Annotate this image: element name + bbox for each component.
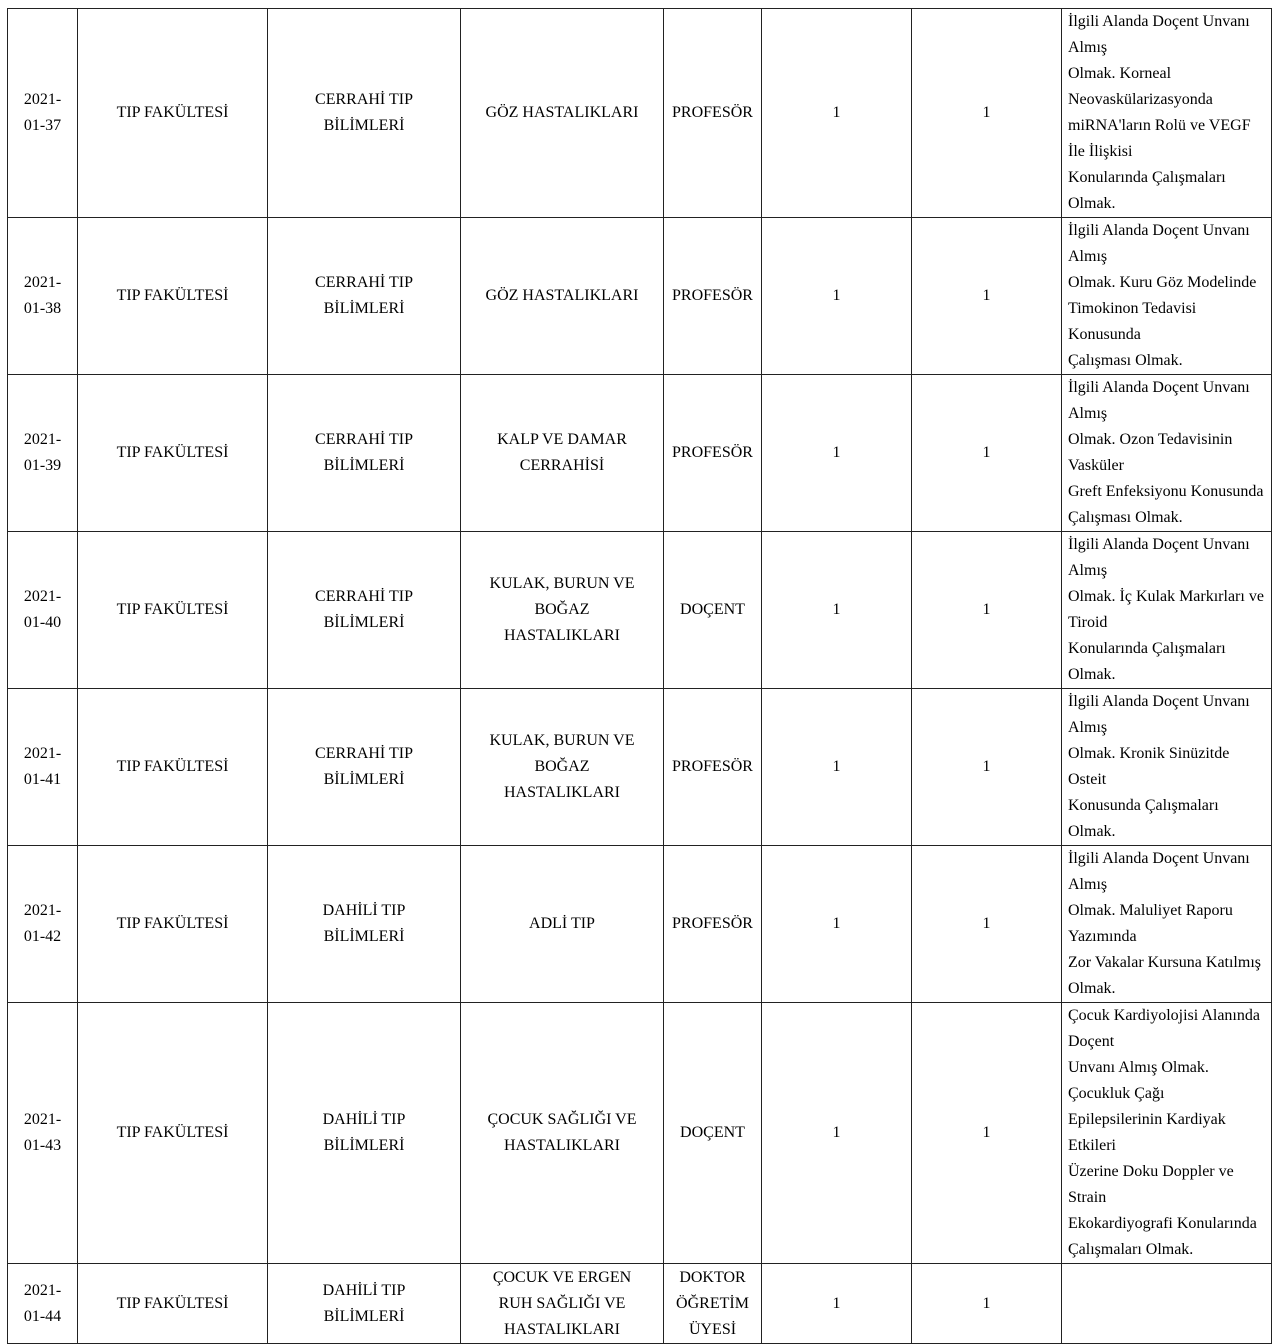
position-number-cell	[8, 9, 78, 218]
discipline-line: GÖZ HASTALIKLARI	[485, 104, 639, 121]
department-line: BİLİMLERİ	[323, 1307, 405, 1325]
academic-title-line: PROFESÖR	[672, 444, 753, 461]
department-line: BİLİMLERİ	[323, 1137, 405, 1154]
requirements-line: Konusunda Çalışmaları Olmak.	[1068, 797, 1219, 840]
staff-count-text: 1	[832, 1124, 841, 1141]
discipline-line: ÇOCUK VE ERGEN	[492, 1268, 632, 1286]
faculty-text: TIP FAKÜLTESİ	[116, 104, 229, 121]
position-number-cell	[8, 1003, 78, 1264]
degree-text: 1	[982, 287, 991, 304]
discipline-cell	[461, 218, 664, 375]
requirements-line: Olmak. Kuru Göz Modelinde	[1068, 274, 1257, 291]
requirements-line: Konularında Çalışmaları Olmak.	[1068, 640, 1226, 683]
requirements-cell	[1062, 846, 1272, 1003]
degree-cell	[912, 1264, 1062, 1344]
discipline-line: BOĞAZ	[534, 758, 590, 775]
requirements-line: İlgili Alanda Doçent Unvanı Almış	[1068, 850, 1250, 893]
requirements-line: İlgili Alanda Doçent Unvanı Almış	[1068, 222, 1250, 265]
department-cell	[268, 375, 461, 532]
requirements-line: Olmak. İç Kulak Markırları ve Tiroid	[1068, 588, 1264, 631]
requirements-line: Konularında Çalışmaları Olmak.	[1068, 169, 1226, 212]
requirements-line: İlgili Alanda Doçent Unvanı Almış	[1068, 536, 1250, 579]
table-row	[8, 1003, 1272, 1264]
requirements-line: Timokinon Tedavisi Konusunda	[1068, 300, 1197, 343]
table-body	[8, 9, 1272, 1344]
staff-count-cell	[762, 375, 912, 532]
department-line: BİLİMLERİ	[323, 614, 405, 631]
degree-text: 1	[982, 444, 991, 461]
table-row	[8, 375, 1272, 532]
degree-text: 1	[982, 1294, 991, 1312]
discipline-line: ÇOCUK SAĞLIĞI VE	[487, 1111, 637, 1128]
staff-count-cell	[762, 218, 912, 375]
degree-text: 1	[982, 758, 991, 775]
staff-count-text: 1	[832, 601, 841, 618]
position-number-line: 01-44	[23, 1307, 62, 1325]
staff-count-text: 1	[832, 444, 841, 461]
staff-count-text: 1	[832, 915, 841, 932]
academic-title-cell	[664, 1264, 762, 1344]
table-row	[8, 846, 1272, 1003]
requirements-line: Zor Vakalar Kursuna Katılmış Olmak.	[1068, 954, 1261, 997]
degree-text: 1	[982, 1124, 991, 1141]
degree-cell	[912, 375, 1062, 532]
degree-text: 1	[982, 915, 991, 932]
requirements-cell	[1062, 689, 1272, 846]
position-number-line: 01-40	[23, 614, 62, 631]
discipline-cell	[461, 375, 664, 532]
table-row	[8, 689, 1272, 846]
requirements-line: Ekokardiyografi Konularında	[1068, 1215, 1257, 1232]
department-line: DAHİLİ TIP	[322, 1111, 406, 1128]
requirements-line: Olmak. Kronik Sinüzitde Osteit	[1068, 745, 1230, 788]
faculty-cell	[78, 689, 268, 846]
department-cell	[268, 689, 461, 846]
faculty-text: TIP FAKÜLTESİ	[116, 601, 229, 618]
requirements-line: Olmak. Ozon Tedavisinin Vasküler	[1068, 431, 1233, 474]
staff-count-text: 1	[832, 104, 841, 121]
academic-title-cell	[664, 1003, 762, 1264]
requirements-cell	[1062, 218, 1272, 375]
requirements-line: İlgili Alanda Doçent Unvanı Almış	[1068, 379, 1250, 422]
faculty-text: TIP FAKÜLTESİ	[116, 287, 229, 304]
faculty-cell	[78, 375, 268, 532]
faculty-text: TIP FAKÜLTESİ	[116, 915, 229, 932]
department-cell	[268, 1264, 461, 1344]
degree-text: 1	[982, 104, 991, 121]
degree-cell	[912, 532, 1062, 689]
department-cell	[268, 532, 461, 689]
discipline-line: BOĞAZ	[534, 601, 590, 618]
department-line: DAHİLİ TIP	[322, 902, 406, 919]
discipline-cell	[461, 1264, 664, 1344]
table-row	[8, 9, 1272, 218]
requirements-cell	[1062, 532, 1272, 689]
requirements-line: Greft Enfeksiyonu Konusunda	[1068, 483, 1264, 500]
discipline-line: KULAK, BURUN VE	[489, 575, 635, 592]
discipline-line: HASTALIKLARI	[503, 627, 621, 644]
position-number-cell	[8, 375, 78, 532]
faculty-cell	[78, 846, 268, 1003]
staff-count-cell	[762, 532, 912, 689]
position-number-cell	[8, 532, 78, 689]
department-line: CERRAHİ TIP	[315, 91, 413, 108]
position-number-line: 2021-	[23, 274, 62, 291]
requirements-line: Çocuk Kardiyolojisi Alanında Doçent	[1068, 1007, 1260, 1050]
position-number-cell	[8, 689, 78, 846]
department-cell	[268, 218, 461, 375]
academic-title-line: DOÇENT	[680, 601, 745, 618]
department-line: DAHİLİ TIP	[322, 1281, 406, 1299]
requirements-line: Epilepsilerinin Kardiyak Etkileri	[1068, 1111, 1226, 1154]
staff-count-cell	[762, 846, 912, 1003]
department-line: BİLİMLERİ	[323, 928, 405, 945]
faculty-cell	[78, 1003, 268, 1264]
position-number-cell	[8, 1264, 78, 1344]
position-number-line: 2021-	[23, 745, 62, 762]
discipline-cell	[461, 689, 664, 846]
discipline-line: RUH SAĞLIĞI VE	[498, 1294, 626, 1312]
requirements-line: Çalışması Olmak.	[1068, 352, 1183, 369]
faculty-text: TIP FAKÜLTESİ	[116, 758, 229, 775]
department-line: BİLİMLERİ	[323, 117, 405, 134]
position-number-line: 2021-	[23, 1281, 62, 1299]
position-number-line: 2021-	[23, 431, 62, 448]
staff-count-text: 1	[832, 758, 841, 775]
academic-title-cell	[664, 9, 762, 218]
requirements-cell	[1062, 9, 1272, 218]
faculty-text: TIP FAKÜLTESİ	[116, 1294, 229, 1312]
department-line: BİLİMLERİ	[323, 300, 405, 317]
requirements-line: Çalışmaları Olmak.	[1068, 1241, 1194, 1258]
faculty-cell	[78, 9, 268, 218]
academic-title-line: PROFESÖR	[672, 915, 753, 932]
faculty-cell	[78, 218, 268, 375]
table-row	[8, 532, 1272, 689]
degree-cell	[912, 846, 1062, 1003]
discipline-cell	[461, 846, 664, 1003]
staff-count-cell	[762, 9, 912, 218]
department-line: BİLİMLERİ	[323, 771, 405, 788]
academic-title-line: ÜYESİ	[688, 1320, 737, 1338]
position-number-line: 2021-	[23, 91, 62, 108]
position-number-line: 01-41	[23, 771, 62, 788]
requirements-line: Olmak. Korneal Neovaskülarizasyonda	[1068, 65, 1213, 108]
position-number-line: 2021-	[23, 902, 62, 919]
requirements-line: İlgili Alanda Doçent Unvanı Almış	[1068, 13, 1250, 56]
academic-title-cell	[664, 532, 762, 689]
discipline-cell	[461, 9, 664, 218]
academic-title-line: PROFESÖR	[672, 287, 753, 304]
discipline-line: ADLİ TIP	[529, 915, 595, 932]
department-line: CERRAHİ TIP	[315, 274, 413, 291]
position-number-line: 01-43	[23, 1137, 62, 1154]
position-number-line: 01-39	[23, 457, 62, 474]
faculty-text: TIP FAKÜLTESİ	[116, 444, 229, 461]
academic-title-line: ÖĞRETİM	[676, 1294, 749, 1312]
degree-text: 1	[982, 601, 991, 618]
position-number-line: 2021-	[23, 588, 62, 605]
position-number-cell	[8, 218, 78, 375]
discipline-line: CERRAHİSİ	[519, 457, 605, 474]
academic-title-line: PROFESÖR	[672, 758, 753, 775]
discipline-line: KALP VE DAMAR	[497, 431, 627, 448]
discipline-cell	[461, 1003, 664, 1264]
academic-title-line: DOKTOR	[679, 1268, 746, 1286]
faculty-cell	[78, 532, 268, 689]
department-line: CERRAHİ TIP	[315, 745, 413, 762]
department-line: CERRAHİ TIP	[315, 431, 413, 448]
requirements-line: Çalışması Olmak.	[1068, 509, 1183, 526]
requirements-cell	[1062, 375, 1272, 532]
academic-positions-table	[7, 8, 1272, 1344]
department-line: CERRAHİ TIP	[315, 588, 413, 605]
academic-title-line: PROFESÖR	[672, 104, 753, 121]
staff-count-cell	[762, 1003, 912, 1264]
discipline-line: HASTALIKLARI	[503, 1320, 621, 1338]
staff-count-cell	[762, 1264, 912, 1344]
position-number-line: 01-37	[23, 117, 62, 134]
discipline-cell	[461, 532, 664, 689]
degree-cell	[912, 1003, 1062, 1264]
academic-title-cell	[664, 375, 762, 532]
academic-title-line: DOÇENT	[680, 1124, 745, 1141]
department-cell	[268, 1003, 461, 1264]
degree-cell	[912, 689, 1062, 846]
requirements-cell	[1062, 1264, 1272, 1344]
department-line: BİLİMLERİ	[323, 457, 405, 474]
position-number-line: 2021-	[23, 1111, 62, 1128]
requirements-line: Unvanı Almış Olmak. Çocukluk Çağı	[1068, 1059, 1209, 1102]
faculty-text: TIP FAKÜLTESİ	[116, 1124, 229, 1141]
department-cell	[268, 846, 461, 1003]
position-number-line: 01-38	[23, 300, 62, 317]
position-number-line: 01-42	[23, 928, 62, 945]
academic-title-cell	[664, 218, 762, 375]
requirements-cell	[1062, 1003, 1272, 1264]
degree-cell	[912, 218, 1062, 375]
requirements-line: Olmak. Maluliyet Raporu Yazımında	[1068, 902, 1233, 945]
discipline-line: HASTALIKLARI	[503, 1137, 621, 1154]
academic-title-cell	[664, 846, 762, 1003]
academic-title-cell	[664, 689, 762, 846]
discipline-line: HASTALIKLARI	[503, 784, 621, 801]
discipline-line: GÖZ HASTALIKLARI	[485, 287, 639, 304]
requirements-line: Üzerine Doku Doppler ve Strain	[1068, 1163, 1234, 1206]
requirements-line: miRNA'ların Rolü ve VEGF İle İlişkisi	[1068, 117, 1251, 160]
staff-count-text: 1	[832, 1294, 841, 1312]
faculty-cell	[78, 1264, 268, 1344]
table-row	[8, 218, 1272, 375]
degree-cell	[912, 9, 1062, 218]
staff-count-cell	[762, 689, 912, 846]
discipline-line: KULAK, BURUN VE	[489, 732, 635, 749]
staff-count-text: 1	[832, 287, 841, 304]
requirements-line: İlgili Alanda Doçent Unvanı Almış	[1068, 693, 1250, 736]
table-row	[8, 1264, 1272, 1344]
position-number-cell	[8, 846, 78, 1003]
department-cell	[268, 9, 461, 218]
